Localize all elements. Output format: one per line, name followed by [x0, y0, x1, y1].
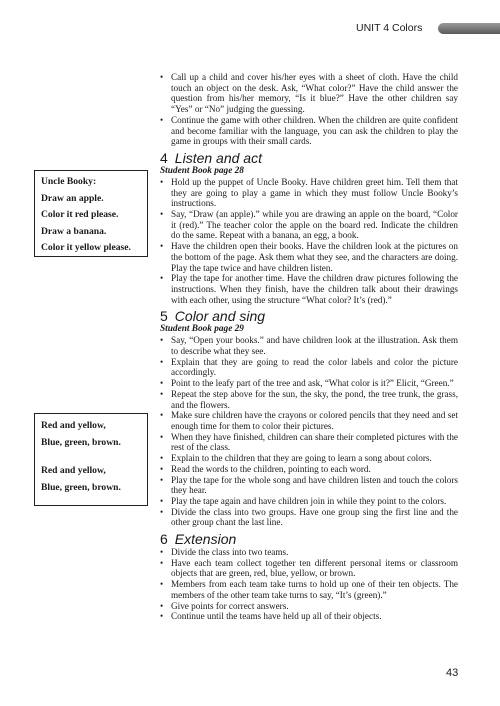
- list-item: • Explain that they are going to read the color labels and color the picture accordingly.: [160, 357, 458, 378]
- list-item: • Read the words to the children, pointing to each word.: [160, 464, 458, 475]
- list-item: • Say, “Open your books.” and have children look at the illustration. Ask them to describe what they see.: [160, 335, 458, 356]
- list-item: • Say, “Draw (an apple).” while you are drawing an apple on the board, “Color it (red).” The teacher color the apple on the board red. Indicate the children do the same. Repeat with a banana, an egg, a book.: [160, 209, 458, 241]
- section-title: Listen and act: [174, 149, 262, 166]
- color-and-sing-bullets: [160, 335, 458, 528]
- section-title: Color and sing: [174, 308, 266, 325]
- list-item: • Give points for correct answers.: [160, 601, 458, 612]
- sidebox-line: Draw an apple.: [41, 192, 104, 204]
- list-item: • Make sure children have the crayons or colored pencils that they need and set enough time for them to color their pictures.: [160, 410, 458, 431]
- lyric-line: Blue, green, brown.: [41, 436, 121, 448]
- game-bullet-list: [160, 72, 458, 147]
- list-item: • Hold up the puppet of Uncle Booky. Have children greet him. Tell them that they are going to play a game in which they must follow Uncle Booky’s instructions.: [160, 177, 458, 209]
- list-item: • Repeat the step above for the sun, the sky, the pond, the tree trunk, the grass, and the flowers.: [160, 389, 458, 410]
- student-book-reference: Student Book page 28: [160, 165, 244, 176]
- sidebox-line: Color it yellow please.: [41, 242, 131, 253]
- list-item: • When they have finished, children can share their completed pictures with the rest of the class.: [160, 432, 458, 453]
- list-item: • Point to the leafy part of the tree and ask, “What color is it?” Elicit, “Green.”: [160, 378, 458, 389]
- section-number: 6: [160, 531, 168, 548]
- lyric-line: Blue, green, brown.: [41, 481, 121, 493]
- lyric-line: Red and yellow,: [41, 465, 106, 476]
- list-item: • Have each team collect together ten different personal items or classroom objects that are green, red, blue, yellow, or brown.: [160, 558, 458, 579]
- list-item: • Continue the game with other children. When the children are quite confident and become familiar with the language, you can ask the children to play the game in groups with their small cards.: [160, 115, 458, 147]
- main-column: [160, 72, 458, 622]
- extension-bullets: [160, 547, 458, 622]
- sidebox-song-lyrics: [34, 413, 148, 506]
- list-item: • Play the tape for the whole song and have children listen and touch the colors they hear.: [160, 475, 458, 496]
- list-item: • Play the tape again and have children join in while they point to the colors.: [160, 496, 458, 507]
- lyric-line: Red and yellow,: [41, 420, 106, 431]
- section-heading-listen-and-act: [160, 150, 458, 166]
- sidebox-instructions: [34, 170, 148, 257]
- section-number: 5: [160, 308, 168, 325]
- sidebox-line: Uncle Booky:: [41, 176, 97, 187]
- list-item: • Play the tape for another time. Have the children draw pictures following the instructions. When they finish, have the children talk about their drawings with each other, using the structure “What color? It’s (red).”: [160, 273, 458, 305]
- list-item: • Members from each team take turns to hold up one of their ten objects. The members of the other team take turns to say, “It’s (green).”: [160, 579, 458, 600]
- unit-tab-bar: [438, 23, 500, 34]
- section-heading-color-and-sing: [160, 308, 458, 324]
- list-item: • Call up a child and cover his/her eyes with a sheet of cloth. Have the child touch an object on the desk. Ask, “What color?” Have the child answer the question from his/her memory, “Is it blue?” Have the other children say “Yes” or “No” judging the guessing.: [160, 72, 458, 115]
- list-item: • Divide the class into two teams.: [160, 547, 458, 558]
- sidebox-line: Color it red please.: [41, 209, 119, 220]
- sidebox-line: Draw a banana.: [41, 225, 107, 237]
- student-book-reference: Student Book page 29: [160, 324, 244, 335]
- listen-and-act-bullets: [160, 177, 458, 305]
- section-heading-extension: [160, 531, 458, 547]
- unit-label: UNIT 4 Colors: [356, 22, 423, 34]
- section-title: Extension: [174, 531, 237, 548]
- list-item: • Have the children open their books. Have the children look at the pictures on the bottom of the page. Ask them what they see, and the characters are doing. Play the tape twice and have children listen.: [160, 241, 458, 273]
- list-item: • Explain to the children that they are going to learn a song about colors.: [160, 453, 458, 464]
- list-item: • Divide the class into two groups. Have one group sing the first line and the other group chant the last line.: [160, 507, 458, 528]
- section-number: 4: [160, 149, 168, 166]
- unit-header: [352, 21, 500, 37]
- list-item: • Continue until the teams have held up all of their objects.: [160, 611, 458, 622]
- page-number: 43: [446, 667, 459, 679]
